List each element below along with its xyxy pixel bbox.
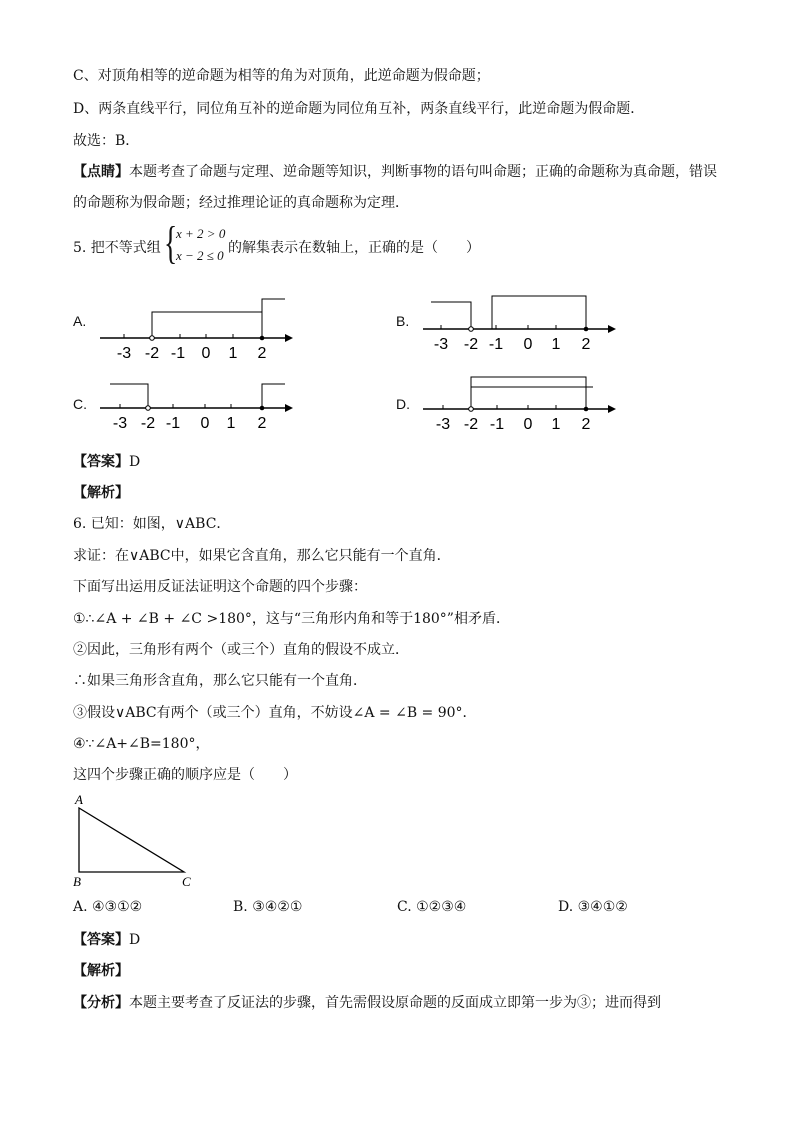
answer-5-line bbox=[73, 452, 140, 472]
tick-label: -1 bbox=[170, 345, 186, 362]
tick-label: 1 bbox=[551, 416, 561, 433]
tick-label: 0 bbox=[523, 416, 533, 433]
analysis-text: 本题主要考查了反证法的步骤，首先需假设原命题的反面成立即第一步为③；进而得到 bbox=[129, 995, 661, 1011]
question-5-suffix: 的解集表示在数轴上，正确的是（ ） bbox=[228, 240, 480, 256]
answer-6-tag: 【答案】 bbox=[73, 932, 129, 948]
tick-label: -2 bbox=[144, 345, 160, 362]
comment-line-1 bbox=[73, 162, 717, 182]
analysis-line bbox=[73, 993, 661, 1013]
number-line-a bbox=[95, 290, 295, 365]
choice-c: C. ①②③④ bbox=[397, 899, 467, 915]
tick-label: -2 bbox=[463, 336, 479, 353]
tick-label: -3 bbox=[435, 416, 451, 433]
triangle-figure bbox=[70, 792, 200, 892]
tick-label: -1 bbox=[165, 415, 181, 432]
tick-label: 2 bbox=[581, 416, 591, 433]
question-6-intro: 下面写出运用反证法证明这个命题的四个步骤： bbox=[73, 579, 367, 595]
question-6-given: 6. 已知：如图，∨ABC． bbox=[73, 516, 231, 532]
step-1: ①∴∠A + ∠B + ∠C >180°，这与“三角形内角和等于180°”相矛盾． bbox=[73, 611, 510, 627]
tick-label: 2 bbox=[581, 336, 591, 353]
inequality-1: x + 2 > 0 bbox=[176, 226, 226, 241]
question-5-prefix: 5. 把不等式组 bbox=[73, 240, 161, 256]
answer-6-value: D bbox=[129, 932, 141, 948]
option-b-label: B. bbox=[396, 313, 410, 329]
tick-label: 1 bbox=[551, 336, 561, 353]
tick-label: -1 bbox=[488, 336, 504, 353]
tick-label: 2 bbox=[257, 345, 267, 362]
choice-b: B. ③④②① bbox=[233, 899, 303, 915]
number-line-c bbox=[95, 375, 295, 445]
number-line-d bbox=[418, 368, 618, 440]
tick-label: -3 bbox=[116, 345, 132, 362]
question-6-prove: 求证：在∨ABC中，如果它含直角，那么它只能有一个直角． bbox=[73, 548, 451, 564]
analysis-6-tag: 【解析】 bbox=[73, 963, 129, 979]
step-3: ③假设∨ABC有两个（或三个）直角，不妨设∠A = ∠B = 90°． bbox=[73, 705, 477, 721]
comment-text-1: 本题考查了命题与定理、逆命题等知识，判断事物的语句叫命题；正确的命题称为真命题，错误 bbox=[129, 164, 717, 180]
tick-label: 1 bbox=[226, 415, 236, 432]
brace-symbol: { bbox=[164, 217, 178, 268]
vertex-b-label: B bbox=[73, 874, 81, 889]
number-line-b bbox=[418, 288, 618, 363]
inequality-2: x − 2 ≤ 0 bbox=[176, 248, 224, 263]
choice-d: D. ③④①② bbox=[558, 899, 628, 915]
analysis-tag: 【分析】 bbox=[73, 995, 129, 1011]
option-c-explanation: C、对顶角相等的逆命题为相等的角为对顶角，此逆命题为假命题； bbox=[73, 68, 490, 84]
tick-label: -1 bbox=[489, 416, 505, 433]
answer-5-value: D bbox=[129, 454, 141, 470]
answer-6-line bbox=[73, 930, 140, 950]
tick-label: 1 bbox=[228, 345, 238, 362]
question-6-ask: 这四个步骤正确的顺序应是（ ） bbox=[73, 767, 297, 783]
option-d-explanation: D、两条直线平行，同位角互补的逆命题为同位角互补，两条直线平行，此逆命题为假命题． bbox=[73, 101, 645, 117]
comment-tag: 【点睛】 bbox=[73, 164, 129, 180]
step-conclusion: ∴如果三角形含直角，那么它只能有一个直角． bbox=[73, 673, 367, 689]
tick-label: -3 bbox=[433, 336, 449, 353]
vertex-a-label: A bbox=[75, 792, 83, 807]
option-a-label: A. bbox=[73, 313, 87, 329]
analysis-5-tag: 【解析】 bbox=[73, 485, 129, 501]
tick-label: 0 bbox=[201, 345, 211, 362]
comment-line-2: 的命题称为假命题；经过推理论证的真命题称为定理． bbox=[73, 195, 409, 211]
tick-label: 0 bbox=[523, 336, 533, 353]
answer-choice-line: 故选：B． bbox=[73, 133, 140, 149]
answer-5-tag: 【答案】 bbox=[73, 454, 129, 470]
step-4: ④∵∠A+∠B=180°， bbox=[73, 736, 210, 752]
vertex-c-label: C bbox=[182, 874, 191, 889]
option-c-label: C. bbox=[73, 396, 87, 412]
step-2: ②因此，三角形有两个（或三个）直角的假设不成立． bbox=[73, 642, 409, 658]
tick-label: -2 bbox=[140, 415, 156, 432]
choice-a: A. ④③①② bbox=[73, 899, 143, 915]
tick-label: -3 bbox=[112, 415, 128, 432]
tick-label: 0 bbox=[200, 415, 210, 432]
tick-label: 2 bbox=[257, 415, 267, 432]
tick-label: -2 bbox=[463, 416, 479, 433]
option-d-label: D. bbox=[396, 396, 410, 412]
